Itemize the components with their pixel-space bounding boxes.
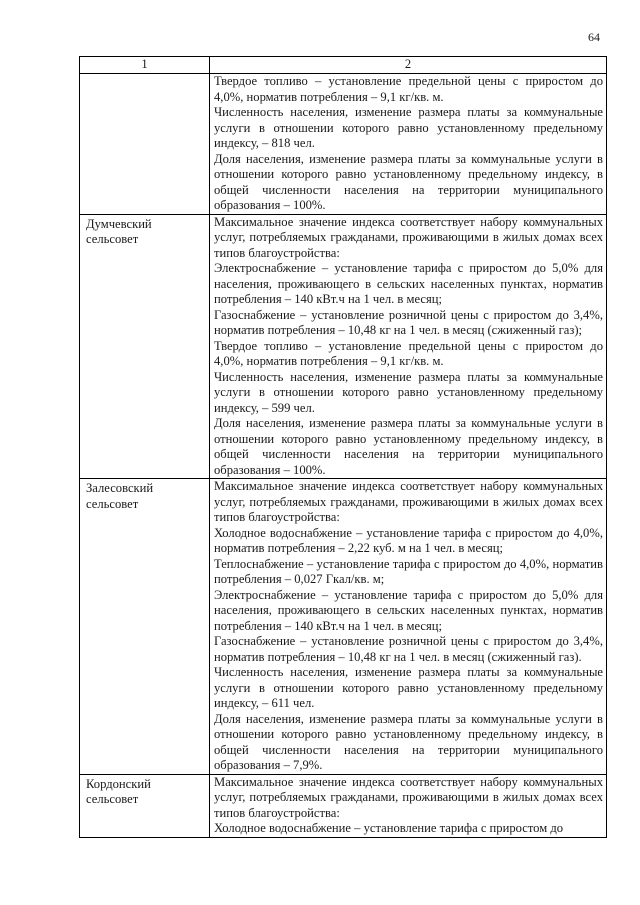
description-paragraph: Электроснабжение – установление тарифа с приростом до 5,0% для населения, проживающего в сельских населенных пунктах, норматив потребления – 140 кВт.ч на 1 чел. в месяц; (214, 261, 603, 306)
description-paragraph: Газоснабжение – установление розничной цены с приростом до 3,4%, норматив потребления – 10,48 кг на 1 чел. в месяц (сжиженный газ); (214, 307, 603, 337)
description-paragraph: Твердое топливо – установление предельной цены с приростом до 4,0%, норматив потребления – 9,1 кг/кв. м. (214, 74, 603, 104)
description-paragraph: Максимальное значение индекса соответствует набору коммунальных услуг, потребляемых гражданами, проживающими в жилых домах всех типов благоустройства: (214, 774, 603, 820)
page-number: 64 (588, 30, 600, 44)
description-paragraph: Максимальное значение индекса соответствует набору коммунальных услуг, потребляемых гражданами, проживающими в жилых домах всех типов благоустройства: (214, 479, 603, 524)
description-paragraph: Доля населения, изменение размера платы за коммунальные услуги в отношении которого равно установленному предельному индексу, в общей численности населения на территории муниципального образования – 7,9%. (214, 711, 603, 772)
description-paragraph: Холодное водоснабжение – установление тарифа с приростом до (214, 821, 564, 835)
index-description (210, 74, 607, 215)
description-paragraph: Электроснабжение – установление тарифа с приростом до 5,0% для населения, проживающего в сельских населенных пунктах, норматив потребления – 140 кВт.ч на 1 чел. в месяц; (214, 587, 603, 633)
description-paragraph: Доля населения, изменение размера платы за коммунальные услуги в отношении которого равно установленному предельному индексу, в общей численности населения на территории муниципального образования – 100%. (214, 151, 603, 212)
description-paragraph: Доля населения, изменение размера платы за коммунальные услуги в отношении которого равно установленному предельному индексу, в общей численности населения на территории муниципального образования – 100%. (214, 416, 603, 477)
tariff-table (79, 56, 607, 838)
table-row (80, 74, 607, 215)
table-body (80, 74, 607, 838)
index-description (210, 479, 607, 775)
description-paragraph: Максимальное значение индекса соответствует набору коммунальных услуг, потребляемых гражданами, проживающими в жилых домах всех типов благоустройства: (214, 214, 603, 260)
column-header-1: 1 (80, 57, 210, 74)
index-description (210, 774, 607, 837)
description-paragraph: Твердое топливо – установление предельной цены с приростом до 4,0%, норматив потребления – 9,1 кг/кв. м. (214, 338, 603, 368)
description-paragraph: Холодное водоснабжение – установление тарифа с приростом до 4,0%, норматив потребления – 2,22 куб. м на 1 чел. в месяц; (214, 525, 603, 555)
description-paragraph: Численность населения, изменение размера платы за коммунальные услуги в отношении которого равно установленному предельному индексу, – 599 чел. (214, 369, 603, 415)
table-row (80, 479, 607, 775)
index-description (210, 214, 607, 479)
description-paragraph: Газоснабжение – установление розничной цены с приростом до 3,4%, норматив потребления – 10,48 кг на 1 чел. в месяц (сжиженный газ). (214, 634, 603, 664)
description-paragraph: Численность населения, изменение размера платы за коммунальные услуги в отношении которого равно установленному предельному индексу, – 611 чел. (214, 665, 603, 710)
table-header-row (80, 57, 607, 74)
municipality-name: Залесовский сельсовет (80, 479, 210, 775)
table-row (80, 774, 607, 837)
column-header-2: 2 (210, 57, 607, 74)
table-row (80, 214, 607, 479)
municipality-name (80, 74, 210, 215)
municipality-name: Кордонский сельсовет (80, 774, 210, 837)
municipality-name: Думчевский сельсовет (80, 214, 210, 479)
description-paragraph: Теплоснабжение – установление тарифа с приростом до 4,0%, норматив потребления – 0,027 Гкал/кв. м; (214, 556, 603, 586)
description-paragraph: Численность населения, изменение размера платы за коммунальные услуги в отношении которого равно установленному предельному индексу, – 818 чел. (214, 105, 603, 150)
